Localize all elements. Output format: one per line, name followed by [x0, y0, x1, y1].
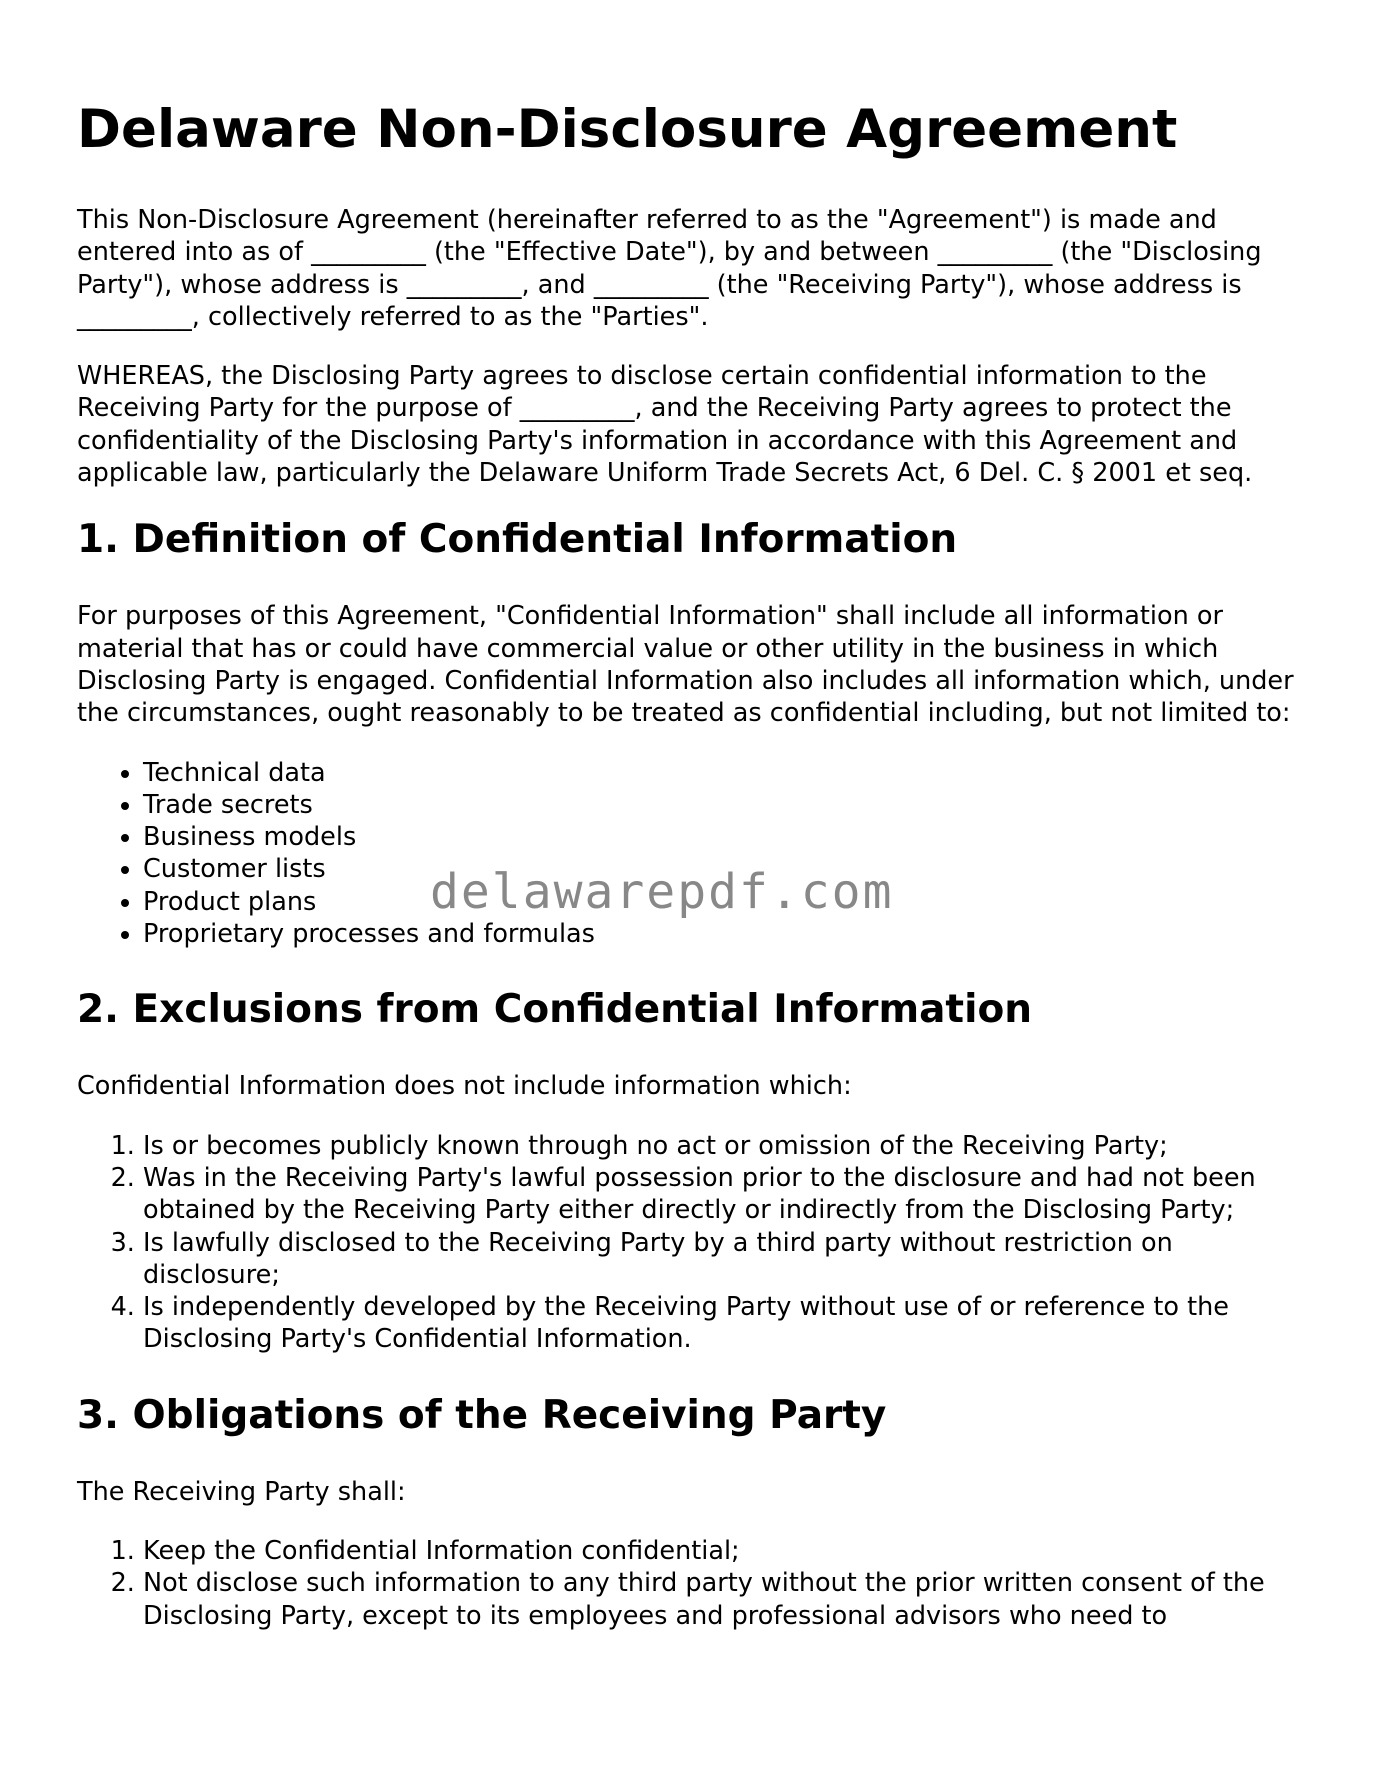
list-item: 4. Is independently developed by the Receiving Party without use of or reference to the Disclosing Party's Confidential Information.	[143, 1291, 1311, 1356]
list-item: 2. Was in the Receiving Party's lawful possession prior to the disclosure and had not been obtained by the Receiving Party either directly or indirectly from the Disclosing Party;	[143, 1162, 1311, 1227]
list-item: • Trade secrets	[143, 789, 1311, 821]
section-paragraph-exclusions: Confidential Information does not include information which:	[77, 1071, 852, 1102]
obligations-list	[77, 1535, 1311, 1632]
list-item: • Customer lists	[143, 853, 1311, 885]
list-item: • Technical data	[143, 757, 1311, 789]
list-item: • Product plans	[143, 886, 1311, 918]
list-item: 1. Keep the Confidential Information confidential;	[143, 1535, 1311, 1567]
section-heading-obligations: 3. Obligations of the Receiving Party	[77, 1392, 887, 1438]
list-item: • Proprietary processes and formulas	[143, 918, 1311, 950]
list-item: 3. Is lawfully disclosed to the Receiving Party by a third party without restriction on disclosure;	[143, 1227, 1311, 1292]
watermark: delawarepdf.com	[430, 864, 894, 920]
section-heading-exclusions: 2. Exclusions from Confidential Information	[77, 987, 1033, 1033]
intro-paragraph: This Non-Disclosure Agreement (hereinafter referred to as the "Agreement") is made and entered into as of _________ (the "Effective Date"), by and between _________ (the "Disclosing Party"), whose address is _________, and _________ (the "Receiving Party"), whose address is _________, collectively referred to as the "Parties".	[77, 205, 1262, 332]
confidential-info-list	[77, 757, 1311, 951]
document-title: Delaware Non-Disclosure Agreement	[77, 99, 1178, 160]
exclusions-list	[77, 1130, 1311, 1356]
list-item: 1. Is or becomes publicly known through no act or omission of the Receiving Party;	[143, 1130, 1311, 1162]
whereas-paragraph: WHEREAS, the Disclosing Party agrees to disclose certain confidential information to the Receiving Party for the purpose of _________, and the Receiving Party agrees to protect the confidentiality of the Disclosing Party's information in accordance with this Agreement and applicable law, particularly the Delaware Uniform Trade Secrets Act, 6 Del. C. § 2001 et seq.	[77, 361, 1253, 489]
list-item: • Business models	[143, 821, 1311, 853]
section-paragraph-obligations: The Receiving Party shall:	[77, 1476, 406, 1507]
list-item: 2. Not disclose such information to any third party without the prior written consent of the Disclosing Party, except to its employees and professional advisors who need to	[143, 1567, 1311, 1632]
section-paragraph-definition: For purposes of this Agreement, "Confidential Information" shall include all information or material that has or could have commercial value or other utility in the business in which Disclosing Party is engaged. Confidential Information also includes all information which, under the circumstances, ought reasonably to be treated as confidential including, but not limited to:	[77, 601, 1294, 729]
section-heading-definition: 1. Definition of Confidential Information	[77, 517, 958, 563]
